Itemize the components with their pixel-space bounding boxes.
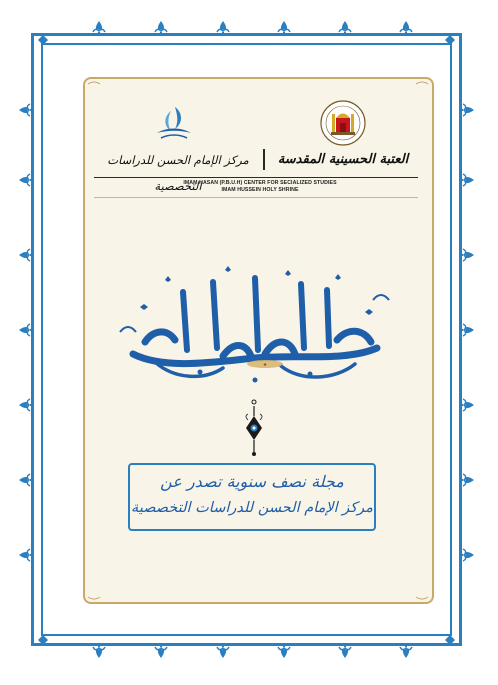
center-logo-icon [153,103,195,145]
journal-title-calligraphy [105,262,395,392]
info-line-2: مركز الإمام الحسن للدراسات التخصصية [131,500,373,516]
publisher-info-box [128,463,376,531]
info-line-1: مجلة نصف سنوية تصدر عن [160,472,344,491]
header-rule-bottom [94,197,418,198]
center-name-arabic: مركز الإمام الحسن للدراسات التخصصية [107,153,249,193]
center-ornament-icon [242,396,266,458]
header-rule-top [94,177,418,178]
english-line-2: IMAM HUSSEIN HOLY SHRINE [221,187,299,193]
header-separator [263,149,265,170]
svg-text:❖: ❖ [263,362,267,367]
shrine-name-arabic: العتبة الحسينية المقدسة [277,152,409,167]
journal-title-text: مجلة الزكي العلمية [246,332,254,333]
english-line-1: IMAM HASAN (P.B.U.H) CENTER FOR SECIALIZED STUDIES [183,180,337,186]
shrine-emblem-icon [319,99,367,147]
